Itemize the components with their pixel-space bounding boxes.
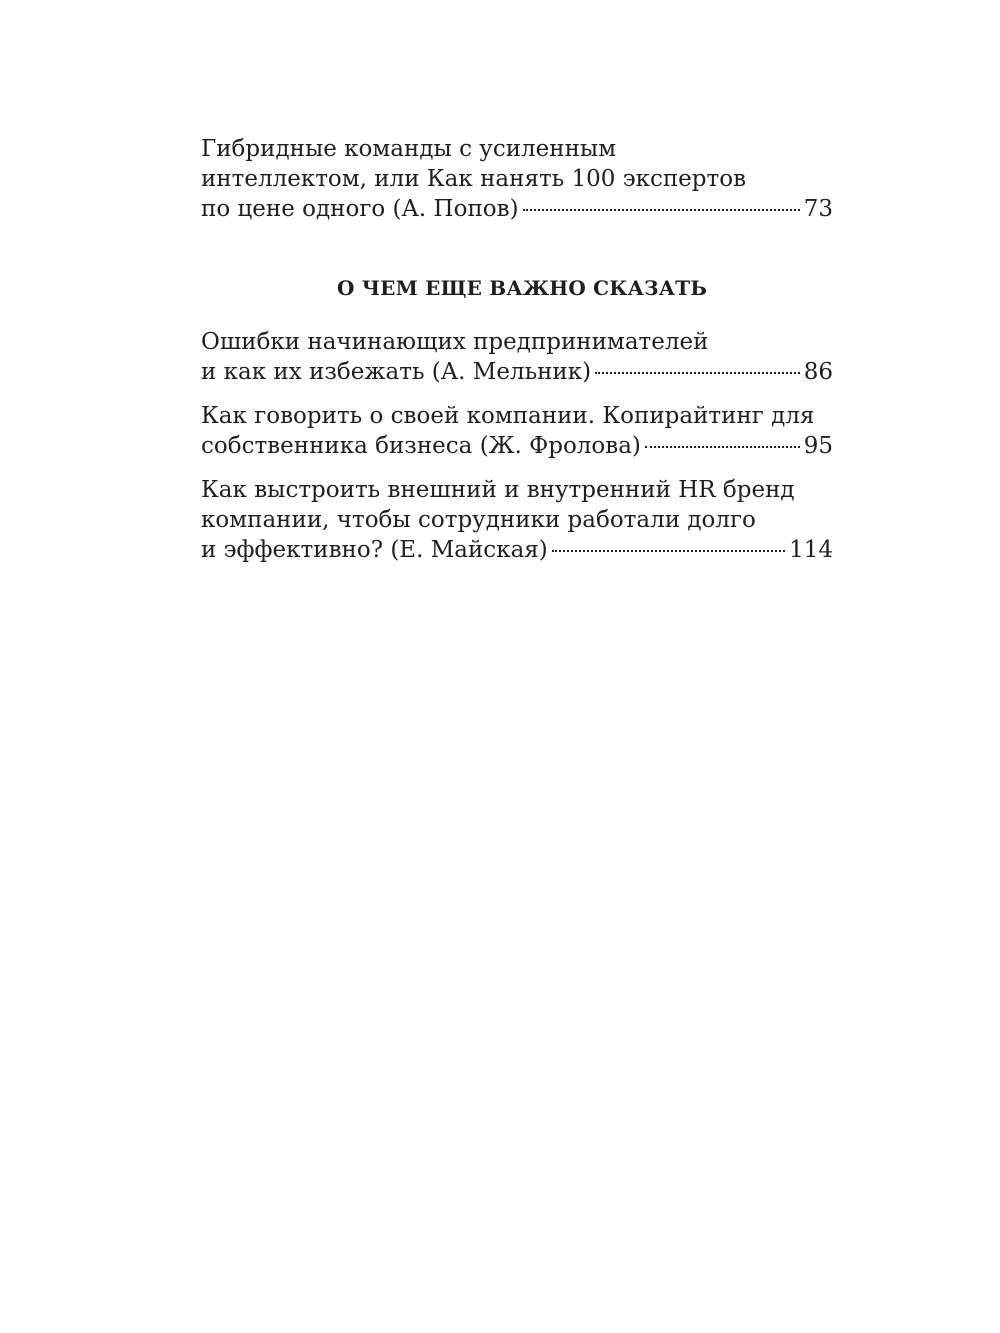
toc-entry-title-line: компании, чтобы сотрудники работали долго: [201, 507, 756, 533]
toc-entry-hybrid-teams: [201, 134, 833, 224]
dot-leader: [645, 446, 800, 448]
toc-page-number: 114: [789, 537, 833, 563]
toc-entry-last-line: [201, 535, 833, 565]
toc-entry-title-line: Гибридные команды с усиленным: [201, 136, 617, 162]
toc-entry-last-line: [201, 194, 833, 224]
toc-page-number: 73: [803, 196, 833, 222]
section-heading: О ЧЕМ ЕЩЕ ВАЖНО СКАЗАТЬ: [336, 276, 708, 300]
toc-entry-title-line: Как выстроить внешний и внутренний HR бренд: [201, 477, 795, 503]
toc-entry-title-end: по цене одного (А. Попов): [201, 196, 519, 222]
toc-entry-title-line: интеллектом, или Как нанять 100 экспертов: [201, 166, 747, 192]
toc-entry-last-line: [201, 431, 833, 461]
toc-entry-hr-brand: [201, 475, 833, 565]
toc-entry-title-end: и эффективно? (Е. Майская): [201, 537, 548, 563]
toc-entry-title-line: Как говорить о своей компании. Копирайтинг для: [201, 403, 815, 429]
toc-entry-title-end: собственника бизнеса (Ж. Фролова): [201, 433, 641, 459]
table-of-contents: [201, 134, 833, 565]
toc-entry-beginner-mistakes: [201, 327, 833, 387]
toc-page-number: 86: [803, 359, 833, 385]
dot-leader: [523, 209, 800, 211]
dot-leader: [552, 550, 785, 552]
toc-entry-copywriting: [201, 401, 833, 461]
dot-leader: [595, 372, 800, 374]
toc-entry-last-line: [201, 357, 833, 387]
toc-page-number: 95: [803, 433, 833, 459]
toc-entry-title-line: Ошибки начинающих предпринимателей: [201, 329, 709, 355]
toc-entry-title-end: и как их избежать (А. Мельник): [201, 359, 592, 385]
